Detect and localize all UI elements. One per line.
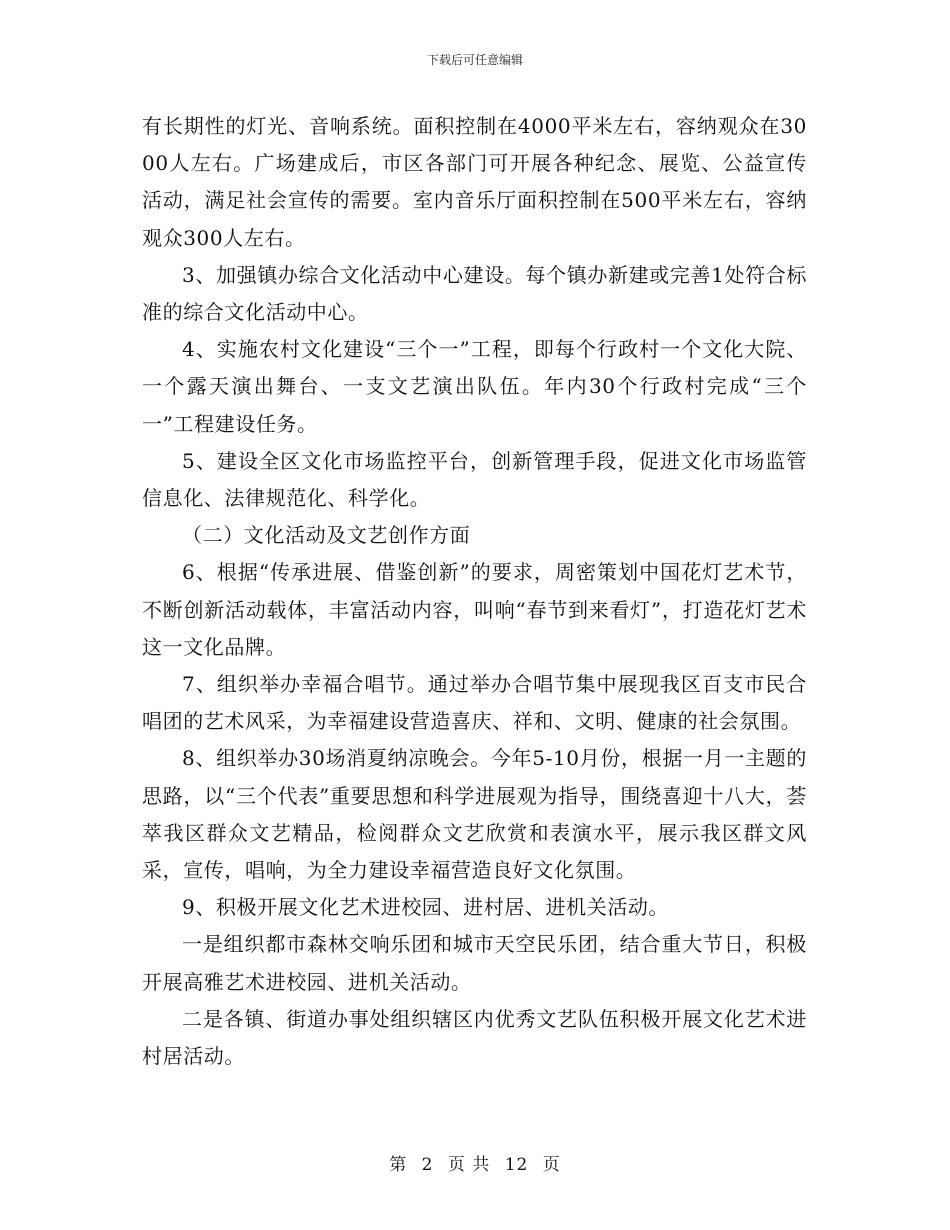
page-footer	[0, 1154, 950, 1176]
paragraph: 一是组织都市森林交响乐团和城市天空民乐团，结合重大节日，积极开展高雅艺术进校园、进机关活动。	[142, 932, 807, 994]
paragraph: 4、实施农村文化建设“三个一”工程，即每个行政村一个文化大院、一个露天演出舞台、一支文艺演出队伍。年内30个行政村完成“三个一”工程建设任务。	[142, 337, 807, 436]
footer-prefix: 第	[389, 1155, 408, 1175]
section-heading: （二）文化活动及文艺创作方面	[182, 523, 471, 548]
current-page-number: 2	[421, 1155, 434, 1175]
paragraph: 3、加强镇办综合文化活动中心建设。每个镇办新建或完善1处符合标准的综合文化活动中心。	[142, 262, 807, 325]
page-header: 下载后可任意编辑	[426, 53, 523, 67]
paragraph: 7、组织举办幸福合唱节。通过举办合唱节集中展现我区百支市民合唱团的艺术风采，为幸福建设营造喜庆、祥和、文明、健康的社会氛围。	[142, 672, 807, 734]
paragraph: 有长期性的灯光、音响系统。面积控制在4000平米左右，容纳观众在3000人左右。广场建成后，市区各部门可开展各种纪念、展览、公益宣传活动，满足社会宣传的需要。室内音乐厅面积控制在500平米左右，容纳观众300人左右。	[142, 114, 807, 250]
paragraph: 9、积极开展文化艺术进校园、进村居、进机关活动。	[182, 895, 670, 920]
paragraph: 5、建设全区文化市场监控平台，创新管理手段，促进文化市场监管信息化、法律规范化、科学化。	[142, 448, 807, 511]
paragraph: 二是各镇、街道办事处组织辖区内优秀文艺队伍积极开展文化艺术进村居活动。	[142, 1006, 807, 1069]
footer-middle: 页 共	[447, 1155, 491, 1175]
paragraph: 8、组织举办30场消夏纳凉晚会。今年5-10月份，根据一月一主题的思路，以“三个代表”重要思想和科学进展观为指导，围绕喜迎十八大，荟萃我区群众文艺精品，检阅群众文艺欣赏和表演水平，展示我区群文风采，宣传，唱响，为全力建设幸福营造良好文化氛围。	[142, 746, 807, 883]
document-body	[142, 108, 807, 1075]
total-page-count: 12	[504, 1155, 529, 1175]
footer-suffix: 页	[542, 1155, 561, 1175]
paragraph: 6、根据“传承进展、借鉴创新”的要求，周密策划中国花灯艺术节，不断创新活动载体，丰富活动内容，叫响“春节到来看灯”，打造花灯艺术这一文化品牌。	[142, 560, 807, 659]
